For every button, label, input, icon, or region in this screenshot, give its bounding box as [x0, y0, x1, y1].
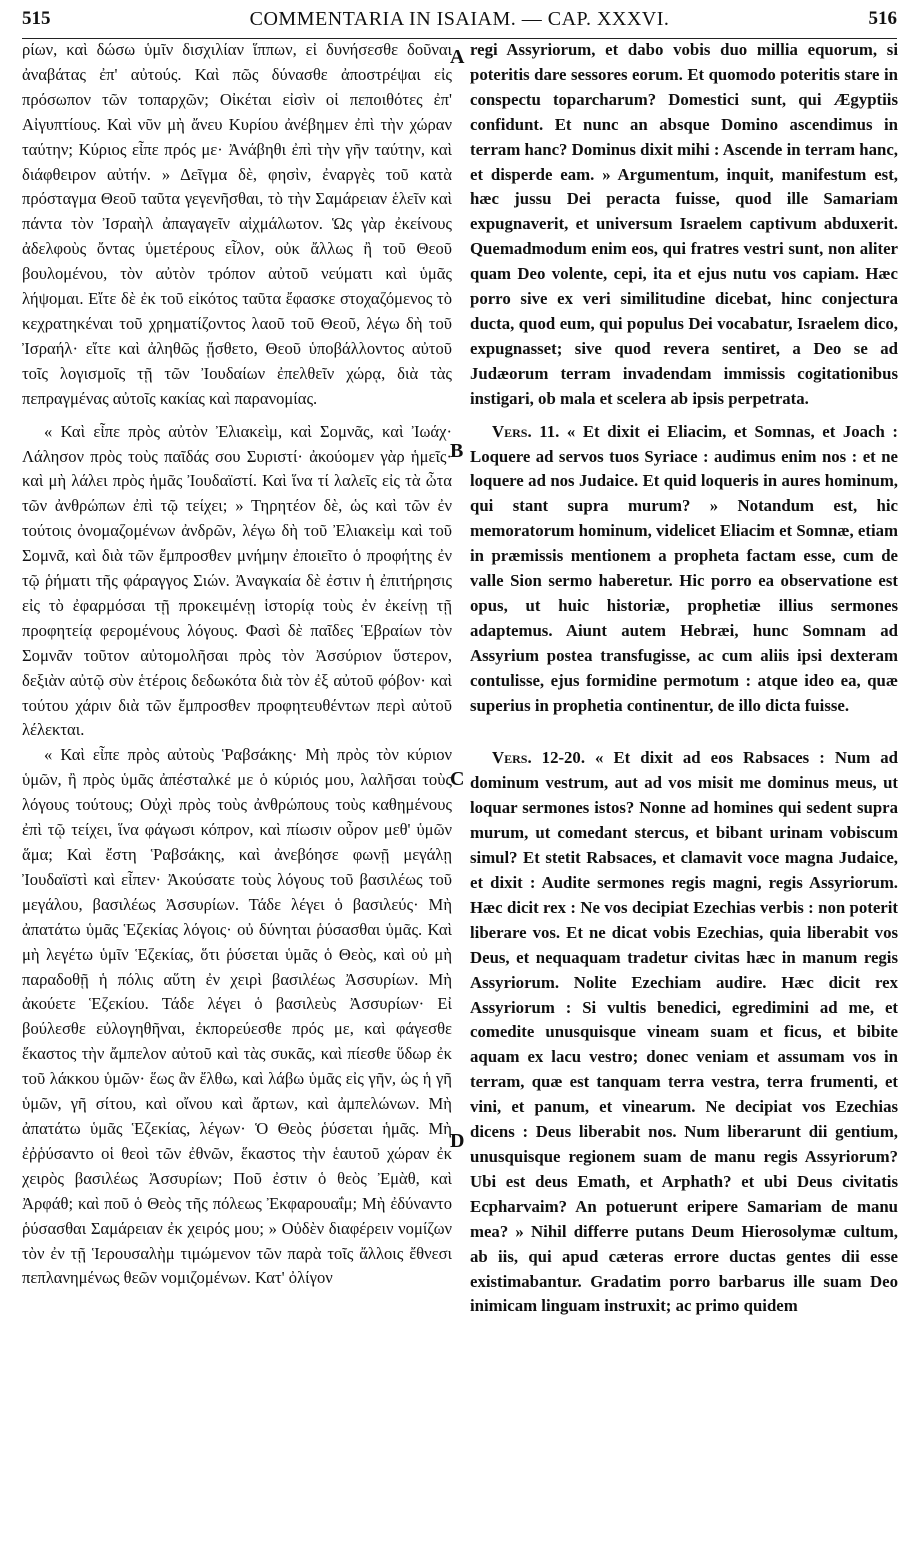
- section-marker-c: C: [450, 768, 465, 790]
- latin-column: [470, 38, 898, 1319]
- section-marker-b: B: [450, 440, 464, 462]
- latin-paragraph-1: regi Assyriorum, et dabo vobis duo millia equorum, si poteritis dare sessores eorum. Et quomodo poteritis stare in conspectu toparcharum? Domestici sunt, qui Ægyptiis confidunt. Et nunc an absque Domino ascendimus in terram hanc? Dominus dixit mihi : Ascende in terram hanc, et disperde eam. » Argumentum, inquit, manifestum est, hæc jussu Dei peracta fuisse, quod ille Samariam expugnaverit, et universum Israelem captivum abduxerit. Quemadmodum enim eos, qui fratres vestri sunt, non aliter quam Deo volente, cepi, ita et ejus nutu vos capiam. Hæc porro sive ex veri similitudine dicebat, hinc conjectura ducta, quod eum, qui populus Dei vocabatur, Israelem dico, expugnasset; sive quod revera sentiret, a Deo se ad Judæorum terram invadendam immissis cogitationibus instigari, ob mala et scelera ab ipsis perpetrata.: [470, 40, 898, 408]
- latin-paragraph-3: [470, 746, 898, 1319]
- page-number-left: 515: [22, 8, 51, 29]
- section-marker-d: D: [450, 1130, 465, 1152]
- verse-text: « Et dixit ad eos Rabsaces : Num ad dominum vestrum, aut ad vos misit me dominus meus, ut loquar sermones istos? Nonne ad homines qui sedent supra murum, ut comedant stercus, et bibant urinam vobiscum simul? Et stetit Rabsaces, et clamavit voce magna Judaice, et dixit : Audite sermones regis magni, regis Assyriorum. Hæc dicit rex : Ne vos decipiat Ezechias verbis : non poterit liberare vos. Et ne dicat vobis Ezechias, quia liberabit vos Deus, et nequaquam tradetur civitas hæc in manum regis Assyriorum. Nolite Ezechiam audire. Hæc dicit rex Assyriorum : Si vultis benedici, egredimini ad me, et comedite unusquisque vineam suam et ficus, et bibite aquam ex lacu vestro; donec veniam et assumam vos in terram, quæ est tanquam terra vestra, terra frumenti, et vini, et panum, et vinearum. Ne decipiat vos Ezechias dicens : Deus liberabit nos. Num liberarunt dii gentium, unusquisque regionem suam de manu regis Assyriorum? Ubi est deus Emath, et Arphath? et ubi Deus civitatis Ecpharvaim? An potuerunt eripere Samariam de manu mea? » Nihil differre putans Deum Hierosolymæ cultum, ab iis, qui apud cæteras errore ductas gentes dii esse existimabantur. Gradatim porro barbarus ille suam Deo inimicam linguam instruxit; ac primo quidem: [470, 748, 899, 1316]
- greek-paragraph-3: « Καὶ εἶπε πρὸς αὐτοὺς Ῥαβσάκης· Μὴ πρὸς τὸν κύριον ὑμῶν, ἢ πρὸς ὑμᾶς ἀπέσταλκέ με ὁ κύριός μου, λαλῆσαι τοὺς λόγους τούτους; Οὐχὶ πρὸς τοὺς ἀνθρώπους τοὺς καθημένους ἐπὶ τῷ τείχει, ἵνα φάγωσι κόπρον, καὶ πίωσιν οὖρον μεθ' ὑμῶν ἅμα; Καὶ ἔστη Ῥαβσάκης, καὶ ἀνεβόησε φωνῇ μεγάλῃ Ἰουδαϊστὶ καὶ εἶπεν· Ἀκούσατε τοὺς λόγους τοῦ βασιλέως τοῦ μεγάλου, βασιλέως Ἀσσυρίων. Τάδε λέγει ὁ βασιλεύς· Μὴ ἀπατάτω ὑμᾶς Ἑζεκίας λόγοις· οὐ δύνηται ῥύσασθαι ὑμᾶς. Καὶ μὴ λεγέτω ὑμῖν Ἑζεκίας, ὅτι ῥύσεται ὑμᾶς ὁ Θεὸς, καὶ οὐ μὴ παραδοθῇ ἡ πόλις αὕτη ἐν χειρὶ βασιλέως Ἀσσυρίων. Μὴ ἀκούετε Ἑζεκίου. Τάδε λέγει ὁ βασιλεὺς Ἀσσυρίων· Εἰ βούλεσθε εὐλογηθῆναι, ἐκπορεύεσθε πρός με, καὶ φάγεσθε ἕκαστος τὴν ἄμπελον αὐτοῦ καὶ τὰς συκᾶς, καὶ πίεσθε ὕδωρ ἐκ τοῦ λάκκου ὑμῶν· ἕως ἂν ἔλθω, καὶ λάβω ὑμᾶς εἰς γῆν, ὡς ἡ γῆ ὑμῶν, γῆ σίτου, καὶ οἴνου καὶ ἄρτων, καὶ ἀμπελώνων. Μὴ ἀπατάτω ὑμᾶς Ἑζεκίας, λέγων· Ὁ Θεὸς ῥύσεται ἡμᾶς. Μὴ ἐῤῥύσαντο οἱ θεοὶ τῶν ἐθνῶν, ἕκαστος τὴν ἑαυτοῦ χώραν ἐκ χειρὸς βασιλέως Ἀσσυρίων; Ποῦ ἐστιν ὁ θεὸς Ἐμὰθ, καὶ Ἀρφάθ; καὶ ποῦ ὁ Θεὸς τῆς πόλεως Ἐκφαρουαΐμ; Μὴ ἐδύναντο ῥύσασθαι Σαμάρειαν ἐκ χειρός μου; » Οὐδὲν διαφέρειν νομίζων τὸν ἐν τῇ Ἱερουσαλὴμ τιμώμενον τῶν παρὰ τοῖς ἄλλοις ἔθνεσι πεπλανημένως θεῶν νομιζομένων. Κατ' ὀλίγον: [22, 745, 452, 1288]
- page-number-right: 516: [868, 8, 897, 29]
- greek-column: [22, 38, 452, 1291]
- verse-label: Vers. 12-20.: [492, 748, 586, 768]
- verse-label: Vers. 11.: [492, 421, 560, 441]
- page-header: [22, 6, 897, 36]
- running-title: COMMENTARIA IN ISAIAM. — CAP. XXXVI.: [249, 8, 670, 30]
- greek-paragraph-1: ρίων, καὶ δώσω ὑμῖν δισχιλίαν ἵππων, εἰ δυνήσεσθε δοῦναι ἀναβάτας ἐπ' αὐτούς. Καὶ πῶς δύνασθε ἀποστρέψαι εἰς πρόσωπον τῶν τοπαρχῶν; Οἰκέται εἰσὶν οἱ πεποιθότες ἐπ' Αἰγυπτίους. Καὶ νῦν μὴ ἄνευ Κυρίου ἀνέβημεν ἐπὶ τὴν χώραν ταύτην; Κύριος εἶπε πρός με· Ἀνάβηθι ἐπὶ τὴν γῆν ταύτην, καὶ διάφθειρον αὐτήν. » Δεῖγμα δὲ, φησὶν, ἐναργὲς τοῦ κατὰ πρόσταγμα Θεοῦ ταῦτα γεγενῆσθαι, τὸ τὴν Σαμάρειαν ἑλεῖν καὶ πάντα τὸν Ἰσραὴλ ἀπαγαγεῖν αἰχμάλωτον. Ὡς γὰρ ἐκείνους ἀδελφοὺς ὄντας ὑμετέρους εἷλον, οὐκ ἄλλως ἢ τοῦ Θεοῦ βουλομένου, τὸν αὐτὸν τρόπον αὐτοῦ νεύματι καὶ ὑμᾶς λήψομαι. Εἴτε δὲ ἐκ τοῦ εἰκότος ταῦτα ἔφασκε στοχαζόμενος τὸ κεχρατηκέναι τοῦ χρηματίζοντος λαοῦ τοῦ Θεοῦ, λέγω δὴ τοῦ Ἰσραήλ· εἴτε καὶ ἀληθῶς ᾔσθετο, Θεοῦ ὑποβάλλοντος αὐτοῦ τοῖς λογισμοῖς τῇ τῶν Ἰουδαίων ἐπελθεῖν χώρᾳ, διὰ τὰς πεπραγμένας αὐτοῖς κακίας καὶ παρανομίας.: [22, 40, 452, 408]
- latin-paragraph-2: [470, 420, 898, 719]
- verse-text: « Et dixit ei Eliacim, et Somnas, et Joach : Loquere ad servos tuos Syriace : audimus enim nos : et ne loquere ad nos Judaice. Et quid loqueris in aures hominum, qui stant supra murum? » Notandum est, hic memoratorum hominum, videlicet Eliacim et Somnæ, etiam in præmissis mentionem a propheta factam esse, cum de valle Sion sermo haberetur. Hic porro ea observatione est opus, ut huic historiæ, prophetiæ illius sermones adaptemus. Aiunt autem Hebræi, hunc Somnam ad Assyrium postea transfugisse, ac cum aliis ipsi dexteram contulisse, ejus formidine permotum : atque ideo ea, quæ superius in prophetia continentur, de illo dicta fuisse.: [470, 421, 898, 715]
- greek-paragraph-2: « Καὶ εἶπε πρὸς αὐτὸν Ἐλιακεὶμ, καὶ Σομνᾶς, καὶ Ἰωάχ· Λάλησον πρὸς τοὺς παῖδάς σου Συριστί· ἀκούομεν γὰρ ἡμεῖς· καὶ μὴ λάλει πρὸς ἡμᾶς Ἰουδαϊστί. Καὶ ἵνα τί λαλεῖς εἰς τὰ ὦτα τῶν ἀνθρώπων ἐπὶ τῷ τείχει; » Τηρητέον δὲ, ὡς καὶ τῶν ἐν τούτοις ὀνομαζομένων ἀνδρῶν, λέγω δὴ τοῦ Ἐλιακεὶμ καὶ τοῦ Σομνᾶ, καὶ διὰ τῶν ἔμπροσθεν μνήμην ἐποιεῖτο ὁ προφήτης ἐν τῷ ῥήματι τῆς φάραγγος Σιών. Ἀναγκαία δὲ ἐστιν ἡ ἐπιτήρησις εἰς τὸ ἐφαρμόσαι τῇ προκειμένῃ ἱστορίᾳ τοὺς ἐν ἐκείνῃ τῇ προφητείᾳ φερομένους λόγους. Φασὶ δὲ παῖδες Ἑβραίων τὸν Σομνᾶν τοῦτον αὐτομολῆσαι πρὸς τὸν Ἀσσύριον ὕστερον, δεξιὰν αὐτῷ σὺν ἑτέροις δεδωκότα διὰ τὸν ἐξ αὐτοῦ φόβον· καὶ τούτου χάριν διὰ τῶν ἔμπροσθεν προφητευθέντων περὶ αὐτοῦ λέλεκται.: [22, 421, 452, 740]
- section-marker-a: A: [450, 46, 465, 68]
